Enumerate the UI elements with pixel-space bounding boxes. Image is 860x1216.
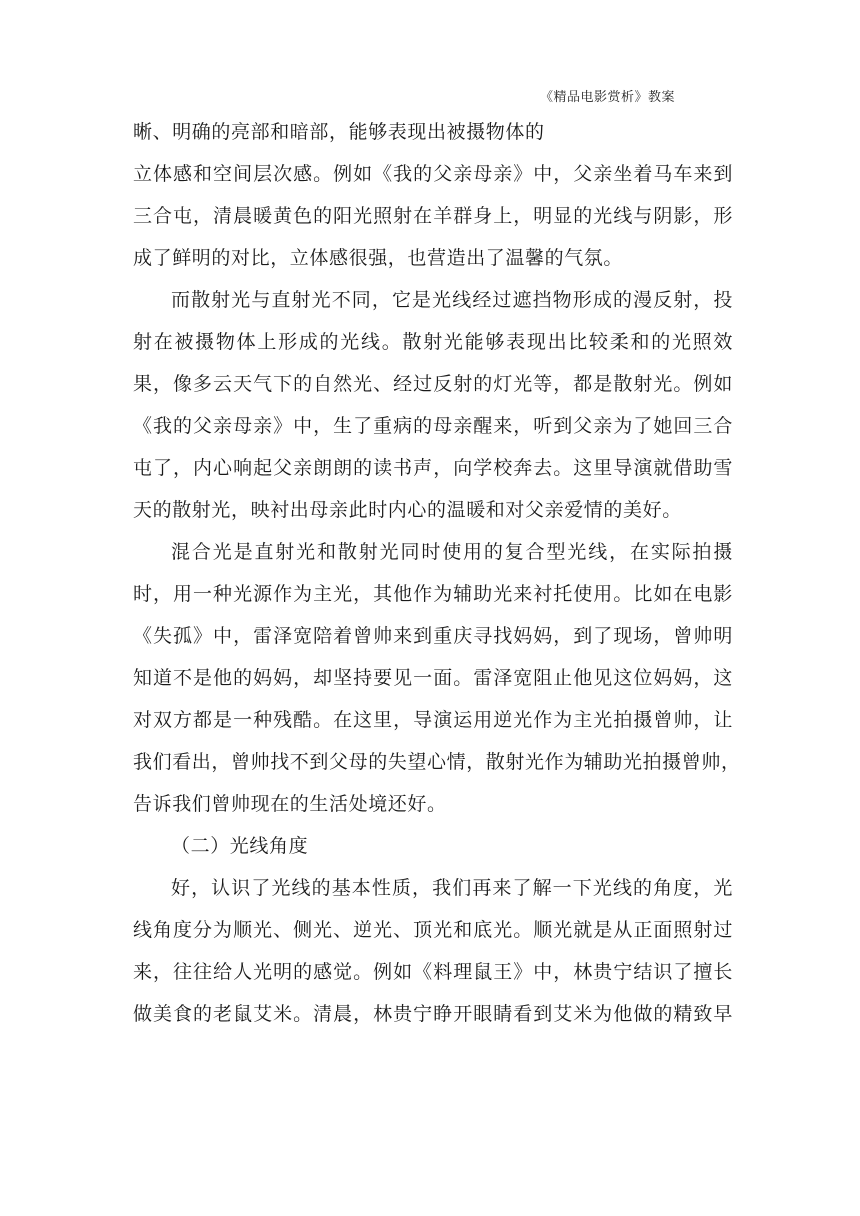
text-line: 我们看出，曾帅找不到父母的失望心情，散射光作为辅助光拍摄曾帅， <box>133 751 741 773</box>
text-line: 混合光是直射光和散射光同时使用的复合型光线，在实际拍摄 <box>171 541 733 563</box>
text-line: 对双方都是一种残酷。在这里，导演运用逆光作为主光拍摄曾帅，让 <box>133 709 733 731</box>
text-line: 立体感和空间层次感。例如《我的父亲母亲》中，父亲坐着马车来到 <box>133 163 733 185</box>
text-line: 天的散射光，映衬出母亲此时内心的温暖和对父亲爱情的美好。 <box>133 499 682 521</box>
text-line: 知道不是他的妈妈，却坚持要见一面。雷泽宽阻止他见这位妈妈，这 <box>133 667 733 689</box>
text-line: 做美食的老鼠艾米。清晨，林贵宁睁开眼睛看到艾米为他做的精致早 <box>133 1003 733 1025</box>
text-line: 而散射光与直射光不同，它是光线经过遮挡物形成的漫反射，投 <box>171 289 733 311</box>
text-line: 屯了，内心响起父亲朗朗的读书声，向学校奔去。这里导演就借助雪 <box>133 457 733 479</box>
running-header: 《精品电影赏析》教案 <box>540 90 676 105</box>
text-line: 果，像多云天气下的自然光、经过反射的灯光等，都是散射光。例如 <box>133 373 733 395</box>
text-line: 线角度分为顺光、侧光、逆光、顶光和底光。顺光就是从正面照射过 <box>133 919 733 941</box>
section-heading: （二）光线角度 <box>171 835 309 857</box>
text-line: 成了鲜明的对比，立体感很强，也营造出了温馨的气氛。 <box>133 247 624 269</box>
text-line: 射在被摄物体上形成的光线。散射光能够表现出比较柔和的光照效 <box>133 331 733 353</box>
text-line: 来，往往给人光明的感觉。例如《料理鼠王》中，林贵宁结识了擅长 <box>133 961 733 983</box>
text-line: 告诉我们曾帅现在的生活处境还好。 <box>133 793 447 815</box>
text-line: 《我的父亲母亲》中，生了重病的母亲醒来，听到父亲为了她回三合 <box>133 415 733 437</box>
text-line: 时，用一种光源作为主光，其他作为辅助光来衬托使用。比如在电影 <box>133 583 733 605</box>
body-text <box>133 111 741 1035</box>
text-line: 晰、明确的亮部和暗部，能够表现出被摄物体的 <box>133 121 545 143</box>
text-line: 好，认识了光线的基本性质，我们再来了解一下光线的角度，光 <box>171 877 733 899</box>
text-line: 三合屯，清晨暖黄色的阳光照射在羊群身上，明显的光线与阴影，形 <box>133 205 733 227</box>
text-line: 《失孤》中，雷泽宽陪着曾帅来到重庆寻找妈妈，到了现场，曾帅明 <box>133 625 733 647</box>
